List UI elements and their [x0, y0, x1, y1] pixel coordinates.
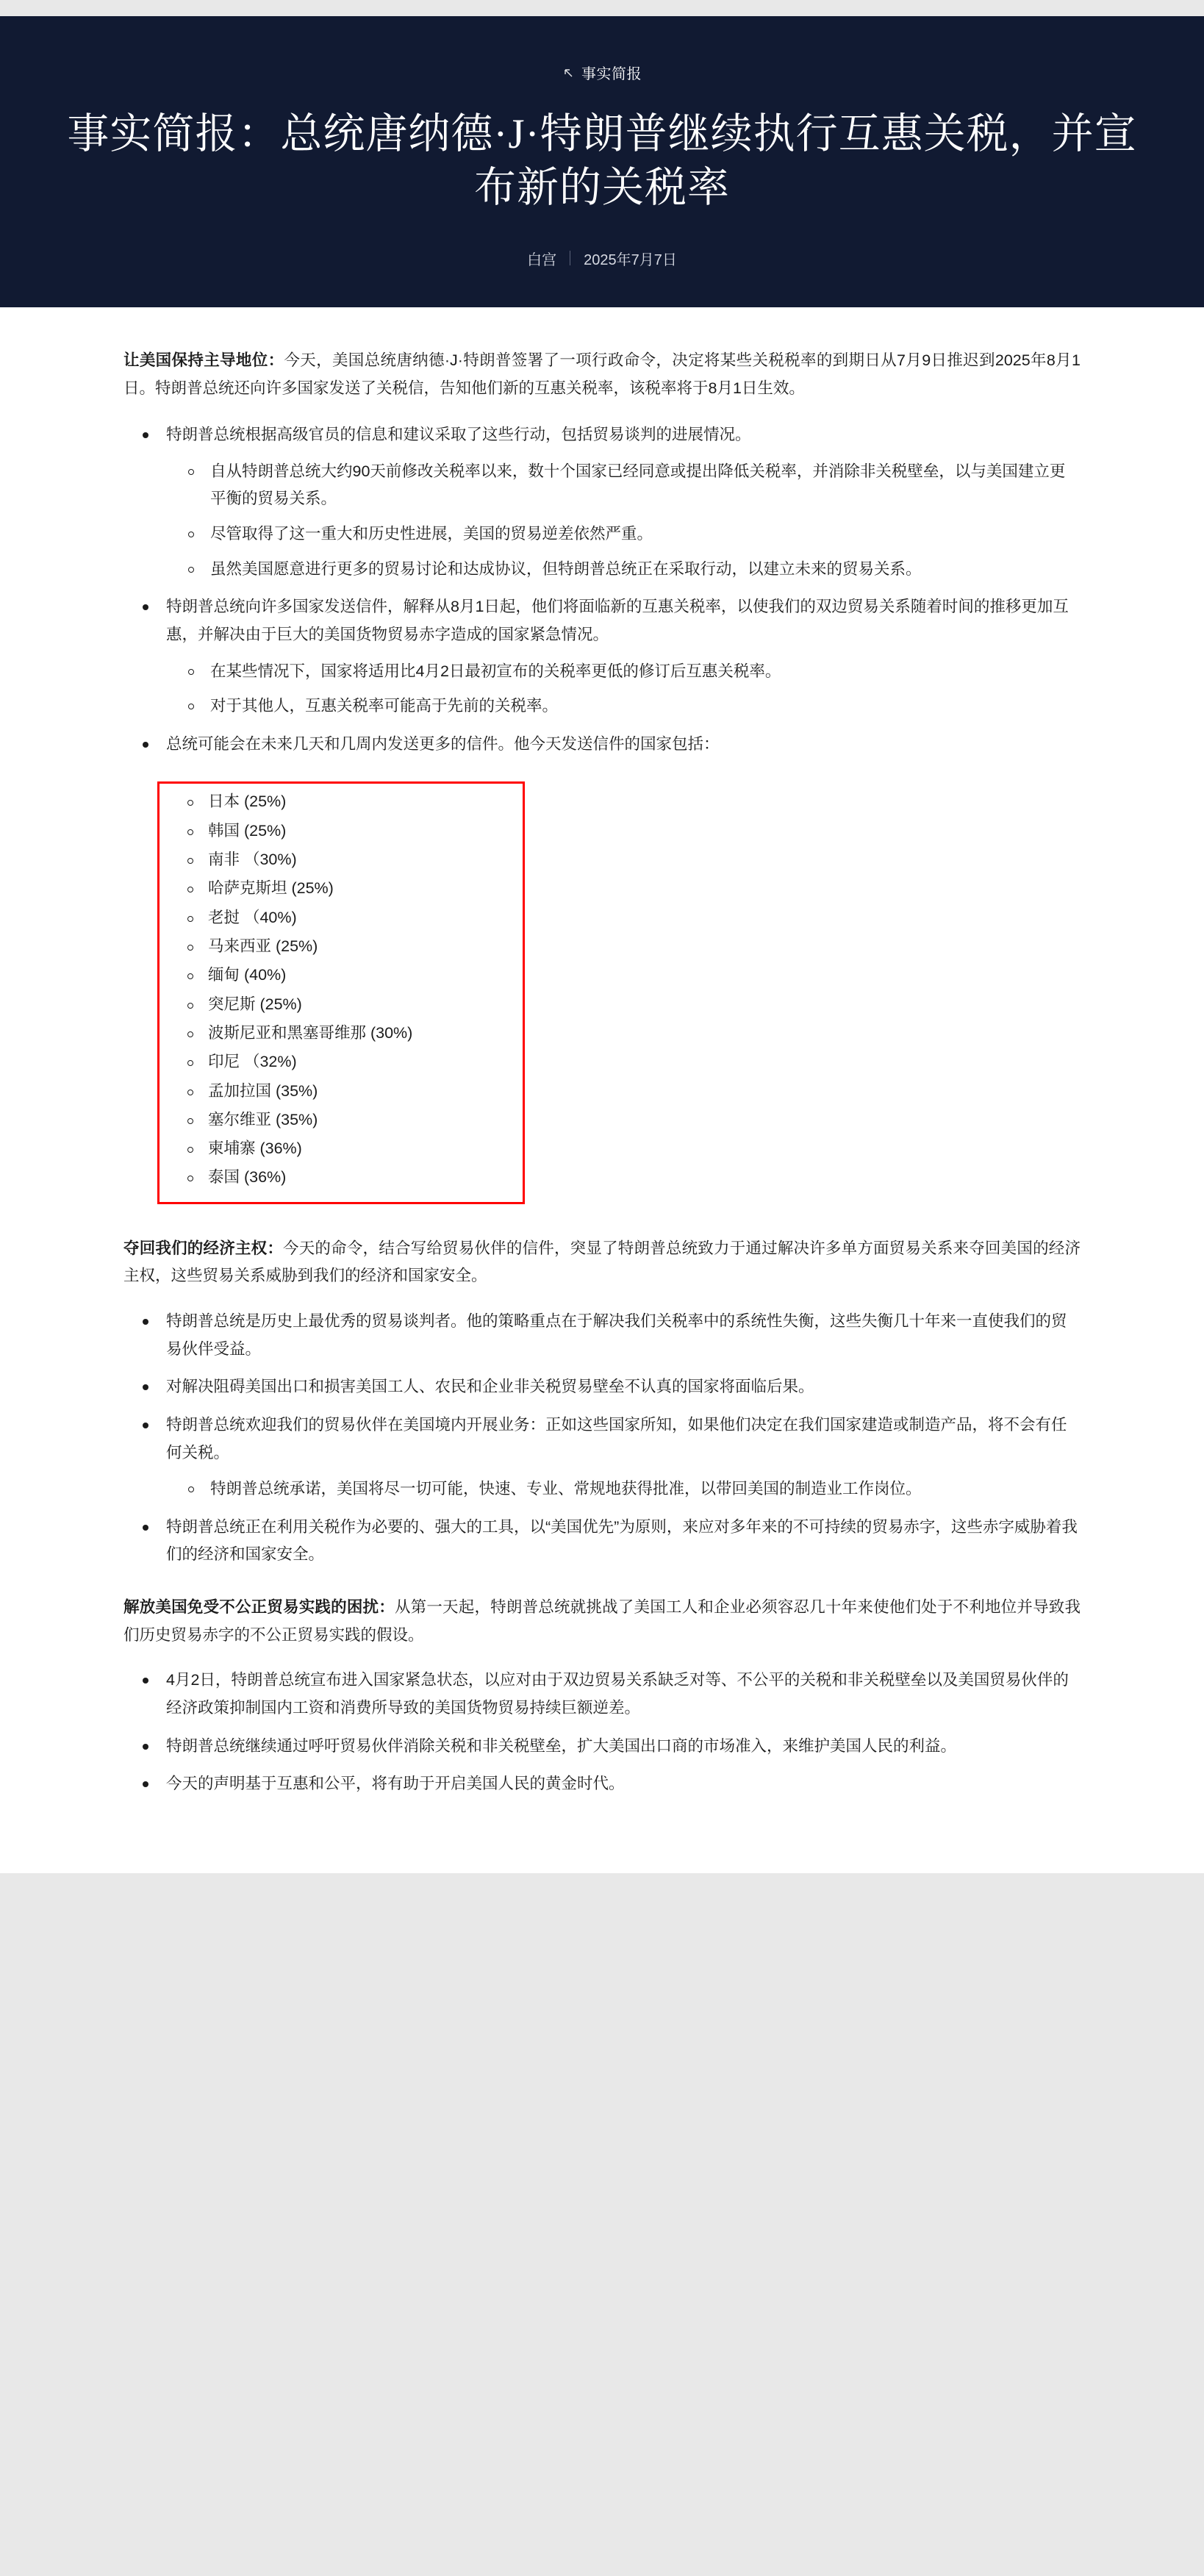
lead-paragraph: [123, 347, 1081, 402]
lead-text: 今天，美国总统唐纳德·J·特朗普签署了一项行政命令，决定将某些关税税率的到期日从7月9日推迟到2025年8月1日。特朗普总统还向许多国家发送了关税信，告知他们新的互惠关税率，该税率将于8月1日生效。: [123, 351, 1081, 397]
section-3-label: 解放美国免受不公正贸易实践的困扰：: [123, 1598, 395, 1617]
tariff-item: 孟加拉国 (35%): [208, 1081, 318, 1100]
content-bottom-spacer: [123, 1817, 1081, 1829]
section-3-text: 从第一天起，特朗普总统就挑战了美国工人和企业必须容忍几十年来使他们处于不利地位并导致我们历史贸易赤字的不公正贸易实践的假设。: [123, 1598, 1081, 1644]
tariff-item: 印尼 （32%): [208, 1053, 297, 1071]
breadcrumb[interactable]: [29, 62, 1175, 83]
list-item: [154, 1733, 1081, 1761]
list-item: [198, 876, 506, 901]
tariff-item: 缅甸 (40%): [208, 966, 287, 984]
article-source: 白宫: [527, 251, 557, 268]
sub-bullet-text: 特朗普总统承诺，美国将尽一切可能，快速、专业、常规地获得批准，以带回美国的制造业工作岗位。: [210, 1480, 922, 1498]
tariff-item: 柬埔寨 (36%): [208, 1139, 302, 1158]
tariff-item: 波斯尼亚和黑塞哥维那 (30%): [208, 1023, 413, 1042]
tariff-rates-highlight-box: [157, 781, 525, 1203]
tariff-item: 泰国 (36%): [208, 1168, 287, 1187]
section-2-bullet-list: [123, 1308, 1081, 1569]
arrow-up-left-icon: [562, 67, 574, 79]
tariff-item: 突尼斯 (25%): [208, 995, 302, 1013]
list-item: [154, 593, 1081, 720]
lead-label: 让美国保持主导地位：: [123, 351, 284, 369]
tariff-country-list: [160, 790, 506, 1189]
sub-bullet-list: [166, 458, 1081, 584]
article-page: [0, 16, 1204, 1873]
sub-bullet-text: 在某些情况下，国家将适用比4月2日最初宣布的关税率更低的修订后互惠关税率。: [210, 662, 781, 680]
article-meta: [29, 248, 1175, 269]
bullet-text: 特朗普总统是历史上最优秀的贸易谈判者。他的策略重点在于解决我们关税率中的系统性失衡，这些失衡几十年来一直使我们的贸易伙伴受益。: [166, 1312, 1067, 1358]
section-2-label: 夺回我们的经济主权：: [123, 1239, 284, 1257]
list-item: [154, 1667, 1081, 1722]
article-date: 2025年7月7日: [584, 251, 677, 268]
section-3-bullet-list: [123, 1667, 1081, 1798]
list-item: [198, 1108, 506, 1132]
list-item: [154, 1770, 1081, 1798]
section-3-lead: [123, 1594, 1081, 1649]
tariff-item: 老挝 （40%): [208, 908, 297, 926]
bullet-text: 今天的声明基于互惠和公平，将有助于开启美国人民的黄金时代。: [166, 1775, 625, 1793]
sub-bullet-text: 虽然美国愿意进行更多的贸易讨论和达成协议，但特朗普总统正在采取行动，以建立未来的贸易关系。: [210, 559, 922, 578]
tariff-item: 塞尔维亚 (35%): [208, 1110, 318, 1128]
bullet-text: 特朗普总统根据高级官员的信息和建议采取了这些行动，包括贸易谈判的进展情况。: [166, 426, 751, 444]
list-item: [154, 731, 1081, 759]
list-item: [154, 1412, 1081, 1503]
list-item: [200, 458, 1081, 513]
bullet-text: 总统可能会在未来几天和几周内发送更多的信件。他今天发送信件的国家包括：: [166, 734, 720, 753]
list-item: [154, 1308, 1081, 1363]
sub-bullet-list: [166, 658, 1081, 720]
bullet-text: 特朗普总统欢迎我们的贸易伙伴在美国境内开展业务：正如这些国家所知，如果他们决定在我们国家建造或制造产品，将不会有任何关税。: [166, 1415, 1067, 1461]
list-item: [200, 1475, 1081, 1503]
bullet-text: 特朗普总统向许多国家发送信件，解释从8月1日起，他们将面临新的互惠关税率，以使我们的双边贸易关系随着时间的推移更加互惠，并解决由于巨大的美国货物贸易赤字造成的国家紧急情况。: [166, 598, 1069, 643]
hero-header: [0, 16, 1204, 307]
tariff-item: 哈萨克斯坦 (25%): [208, 879, 334, 898]
list-item: [198, 1137, 506, 1161]
list-item: [198, 1079, 506, 1103]
sub-bullet-list: [166, 1475, 1081, 1503]
breadcrumb-label[interactable]: 事实简报: [581, 66, 642, 82]
tariff-item: 日本 (25%): [208, 793, 287, 811]
list-item: [200, 658, 1081, 686]
sub-bullet-text: 尽管取得了这一重大和历史性进展，美国的贸易逆差依然严重。: [210, 525, 653, 543]
list-item: [198, 1021, 506, 1045]
list-item: [198, 1050, 506, 1074]
section-2-text: 今天的命令，结合写给贸易伙伴的信件，突显了特朗普总统致力于通过解决许多单方面贸易关系来夺回美国的经济主权，这些贸易关系威胁到我们的经济和国家安全。: [123, 1239, 1081, 1285]
list-item: [198, 1165, 506, 1189]
intro-bullet-list: [123, 421, 1081, 758]
bullet-text: 对解决阻碍美国出口和损害美国工人、农民和企业非关税贸易壁垒不认真的国家将面临后果。: [166, 1378, 814, 1396]
tariff-item: 马来西亚 (25%): [208, 937, 318, 955]
page-title: 事实简报：总统唐纳德·J·特朗普继续执行互惠关税，并宣布新的关税率: [67, 111, 1137, 211]
section-2-lead: [123, 1235, 1081, 1290]
list-item: [198, 934, 506, 959]
list-item: [198, 963, 506, 987]
list-item: [200, 556, 1081, 584]
article-body: [0, 307, 1204, 1873]
bullet-text: 特朗普总统继续通过呼吁贸易伙伴消除关税和非关税壁垒，扩大美国出口商的市场准入，来维护美国人民的利益。: [166, 1736, 957, 1755]
list-item: [200, 520, 1081, 548]
list-item: [198, 906, 506, 930]
list-item: [198, 992, 506, 1017]
list-item: [198, 848, 506, 872]
sub-bullet-text: 自从特朗普总统大约90天前修改关税率以来，数十个国家已经同意或提出降低关税率，并消除非关税壁垒，以与美国建立更平衡的贸易关系。: [210, 462, 1066, 508]
list-item: [200, 693, 1081, 720]
bullet-text: 4月2日，特朗普总统宣布进入国家紧急状态，以应对由于双边贸易关系缺乏对等、不公平的关税和非关税壁垒以及美国贸易伙伴的经济政策抑制国内工资和消费所导致的美国货物贸易持续巨额逆差。: [166, 1671, 1069, 1717]
list-item: [154, 1373, 1081, 1401]
tariff-item: 韩国 (25%): [208, 821, 287, 840]
sub-bullet-text: 对于其他人，互惠关税率可能高于先前的关税率。: [210, 697, 559, 715]
list-item: [198, 819, 506, 843]
tariff-item: 南非 （30%): [208, 851, 297, 869]
bullet-text: 特朗普总统正在利用关税作为必要的、强大的工具，以“美国优先”为原则，来应对多年来的不可持续的贸易赤字，这些赤字威胁着我们的经济和国家安全。: [166, 1517, 1078, 1564]
page-top-margin: [0, 0, 1204, 16]
list-item: [198, 790, 506, 814]
list-item: [154, 1514, 1081, 1569]
list-item: [154, 421, 1081, 583]
